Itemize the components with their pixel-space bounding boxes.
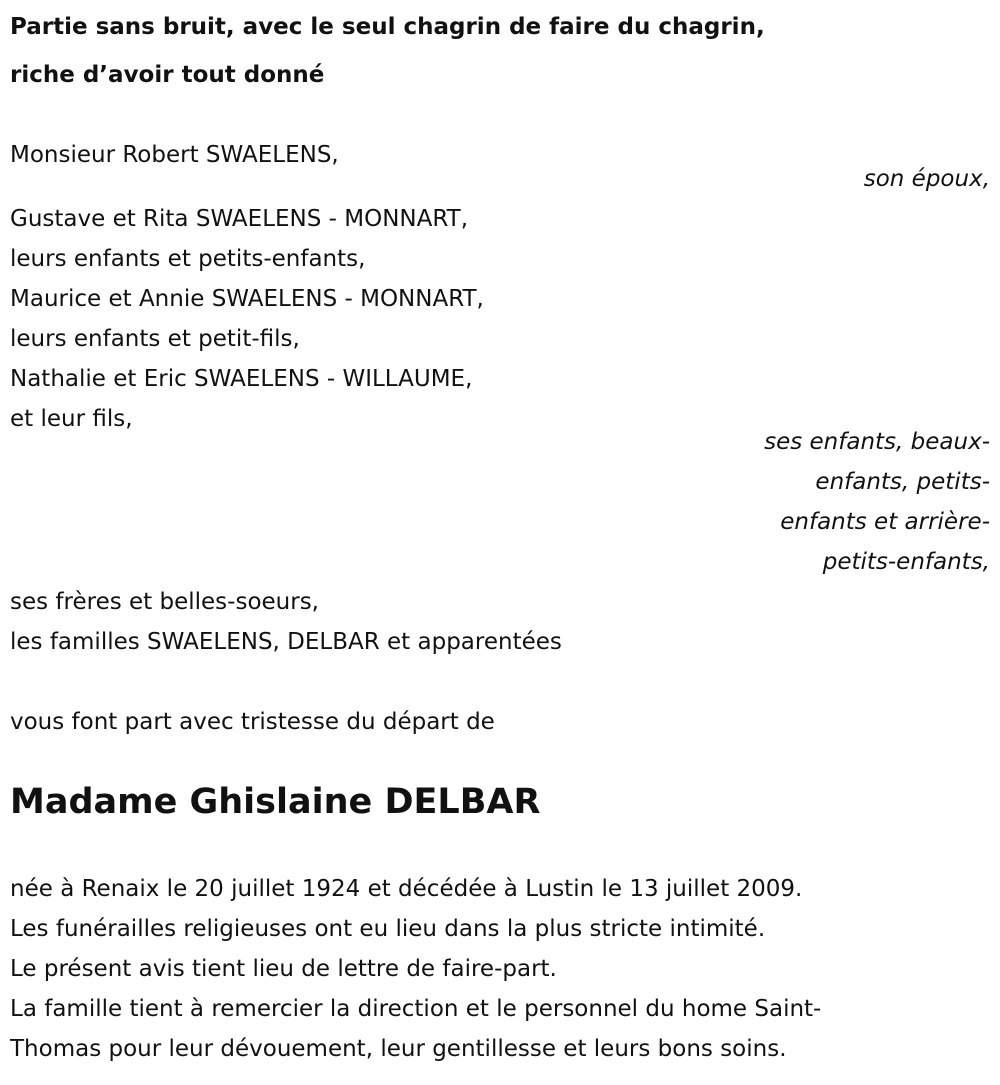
family-member: Nathalie et Eric SWAELENS - WILLAUME, [10, 366, 473, 392]
family-line: ses frères et belles-soeurs, [10, 589, 319, 615]
family-line: les familles SWAELENS, DELBAR et apparentées [10, 629, 562, 655]
intro-line: Partie sans bruit, avec le seul chagrin de faire du chagrin, [10, 14, 765, 40]
deceased-name: Madame Ghislaine DELBAR [10, 782, 541, 822]
family-member: et leur fils, [10, 406, 133, 432]
detail-line: La famille tient à remercier la direction et le personnel du home Saint- [10, 996, 822, 1022]
detail-line: Thomas pour leur dévouement, leur gentillesse et leurs bons soins. [10, 1036, 787, 1062]
family-member: leurs enfants et petits-enfants, [10, 246, 366, 272]
children-role: ses enfants, beaux- [764, 429, 990, 455]
family-member: leurs enfants et petit-fils, [10, 326, 300, 352]
announcement: vous font part avec tristesse du départ de [10, 709, 495, 735]
children-role: enfants et arrière- [780, 509, 990, 535]
family-member: Maurice et Annie SWAELENS - MONNART, [10, 286, 484, 312]
detail-line: Les funérailles religieuses ont eu lieu dans la plus stricte intimité. [10, 916, 766, 942]
children-role: petits-enfants, [822, 549, 990, 575]
intro-line: riche d’avoir tout donné [10, 62, 325, 88]
family-member: Gustave et Rita SWAELENS - MONNART, [10, 206, 469, 232]
husband-name: Monsieur Robert SWAELENS, [10, 142, 339, 168]
children-role: enfants, petits- [815, 469, 990, 495]
husband-role: son époux, [863, 166, 990, 192]
detail-line: née à Renaix le 20 juillet 1924 et décédée à Lustin le 13 juillet 2009. [10, 876, 803, 902]
detail-line: Le présent avis tient lieu de lettre de faire-part. [10, 956, 557, 982]
